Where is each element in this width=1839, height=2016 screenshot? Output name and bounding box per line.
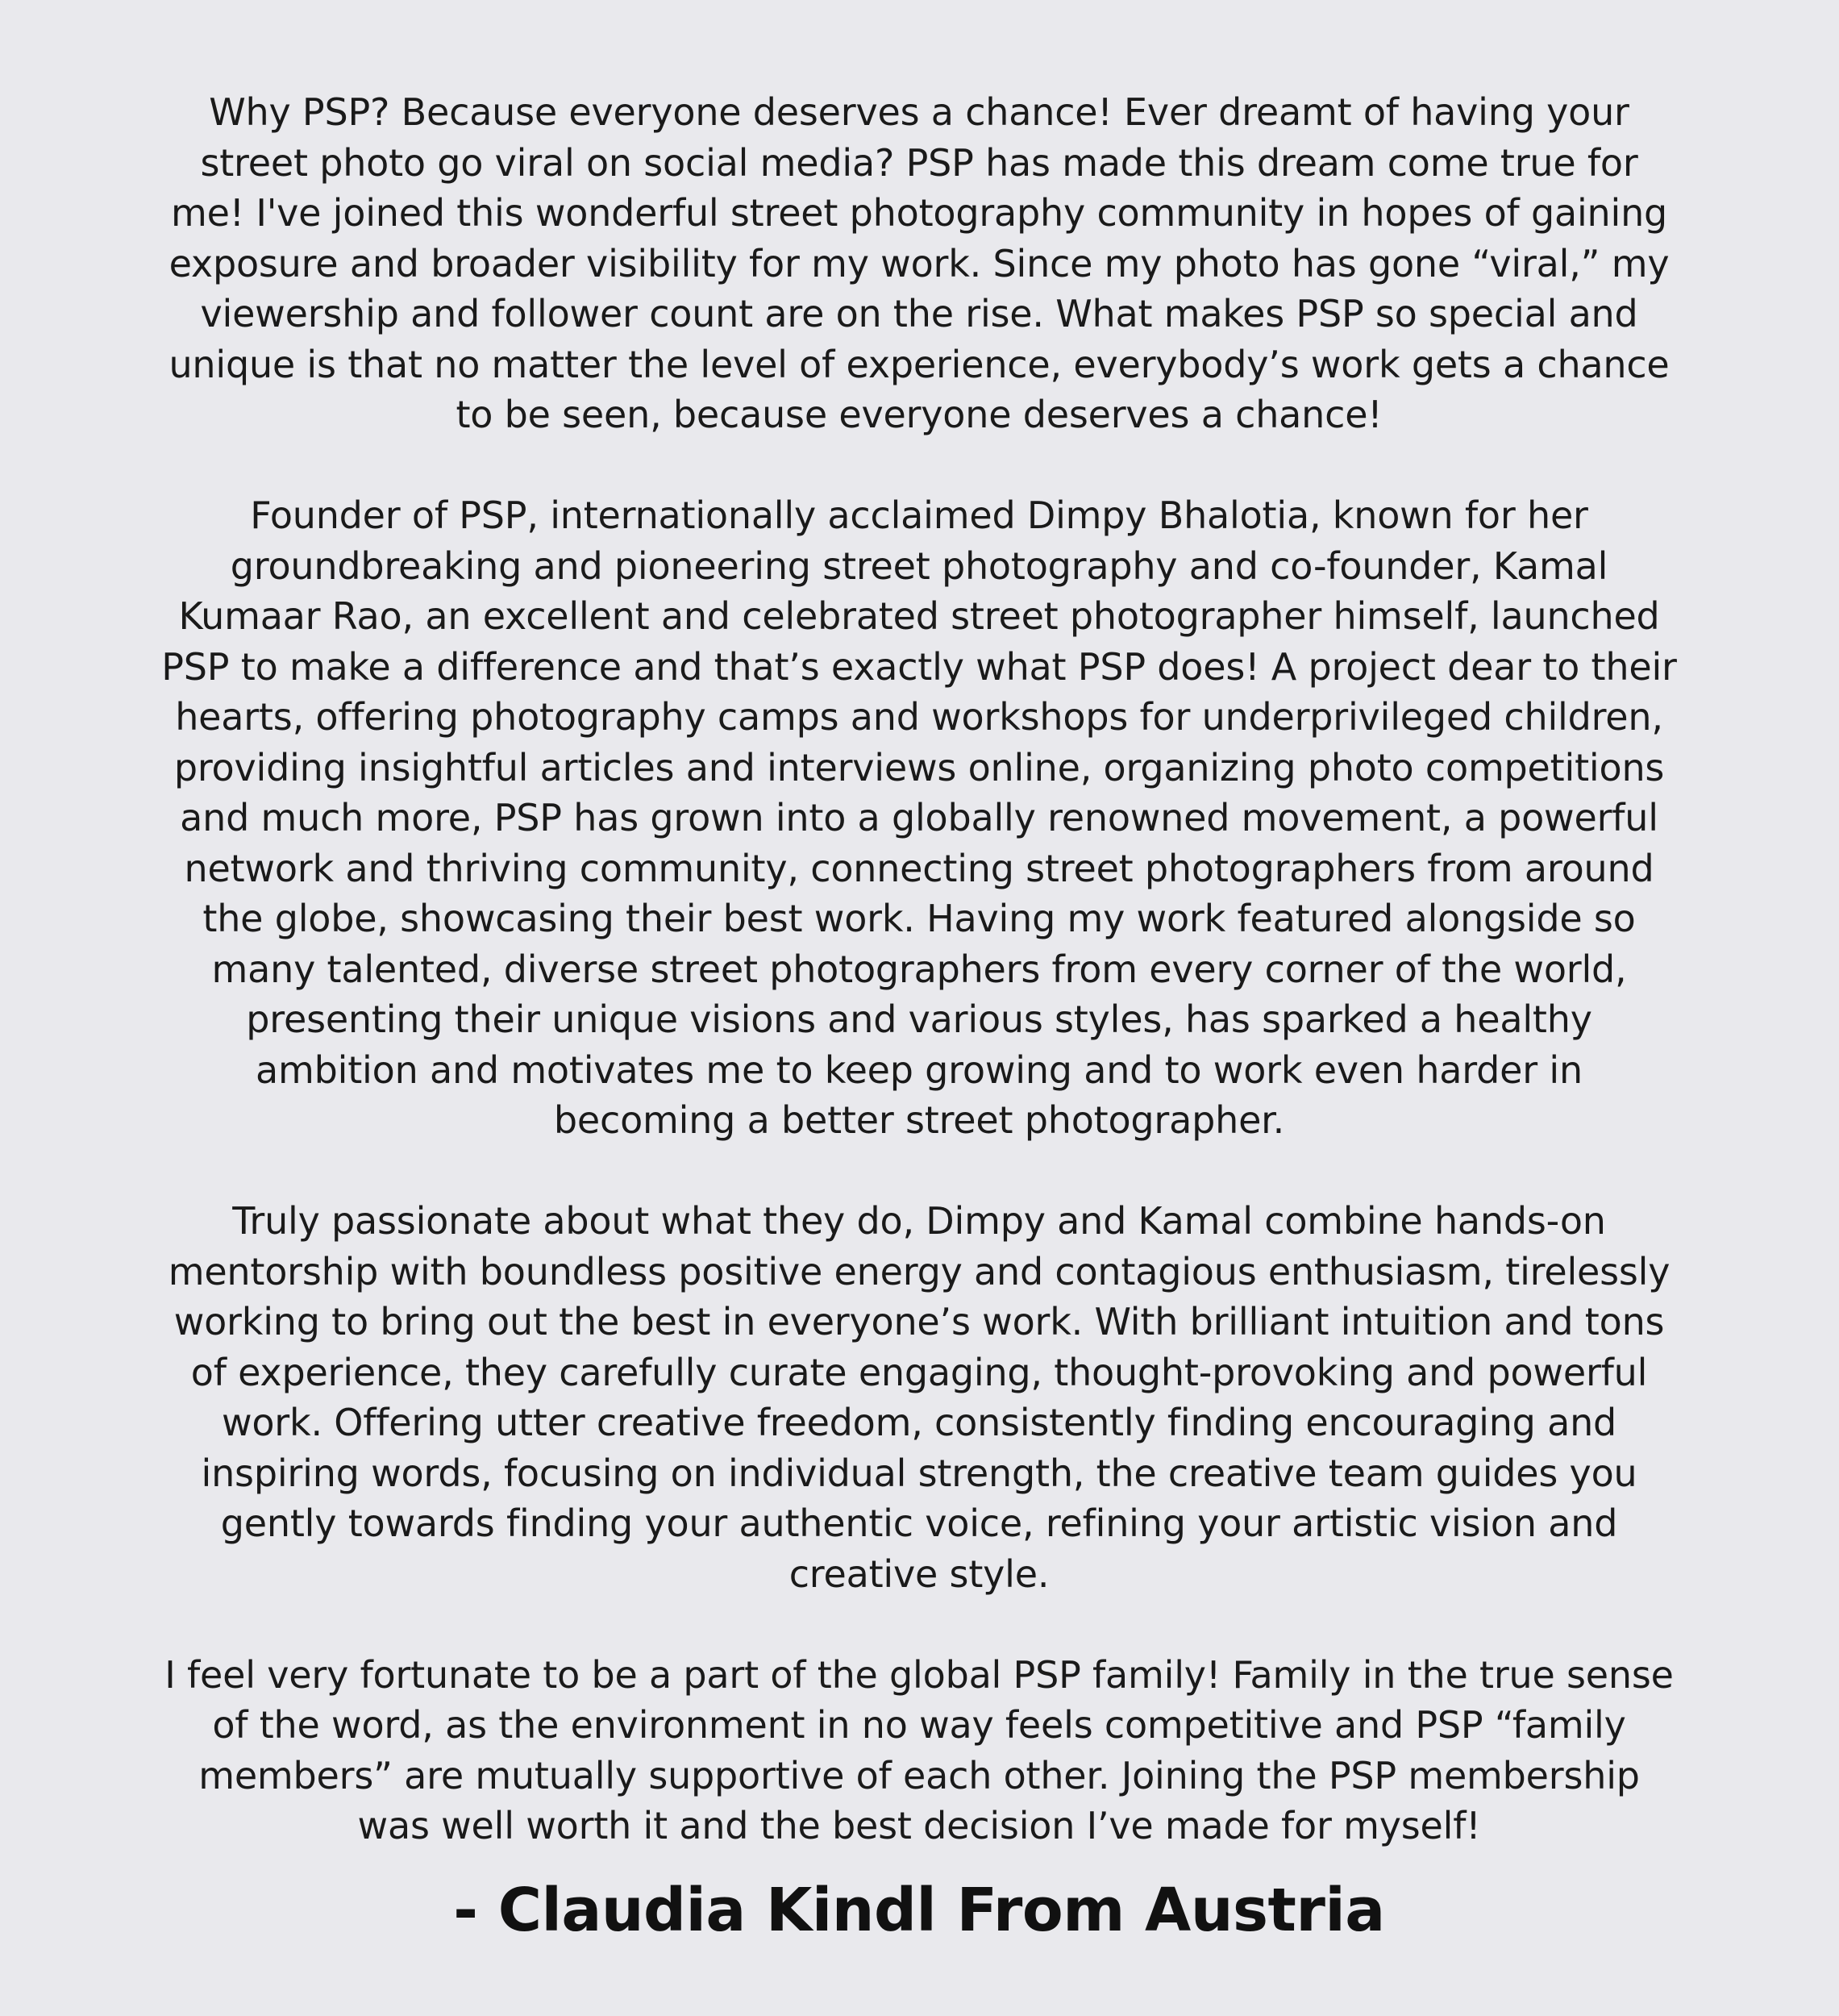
author-signature: - Claudia Kindl From Austria (453, 1875, 1385, 1945)
testimonial-paragraph-3: Truly passionate about what they do, Dimpy and Kamal combine hands-on mentorship with boundless positive energy and contagious enthusiasm, tirelessly working to bring out the best in everyone’s work. With brilliant intuition and tons of experience, they carefully curate engaging, thought-provoking and powerful work. Offering utter creative freedom, consistently finding encouraging and inspiring words, focusing on individual strength, the creative team guides you gently towards finding your authentic voice, refining your artistic vision and creative style. (168, 1199, 1670, 1596)
testimonial-block (161, 87, 1677, 1947)
testimonial-paragraph-2: Founder of PSP, internationally acclaimed Dimpy Bhalotia, known for her groundbreaking and pioneering street photography and co-founder, Kamal Kumaar Rao, an excellent and celebrated street photographer himself, launched PSP to make a difference and that’s exactly what PSP does! A project dear to their hearts, offering photography camps and workshops for underprivileged children, providing insightful articles and interviews online, organizing photo competitions and much more, PSP has grown into a globally renowned movement, a powerful network and thriving community, connecting street photographers from around the globe, showcasing their best work. Having my work featured alongside so many talented, diverse street photographers from every corner of the world, presenting their unique visions and various styles, has sparked a healthy ambition and motivates me to keep growing and to work even harder in becoming a better street photographer. (161, 494, 1677, 1142)
testimonial-paragraph-4: I feel very fortunate to be a part of the global PSP family! Family in the true sense of the word, as the environment in no way feels competitive and PSP “family members” are mutually supportive of each other. Joining the PSP membership was well worth it and the best decision I’ve made for myself! (164, 1652, 1674, 1847)
testimonial-paragraph-1: Why PSP? Because everyone deserves a chance! Ever dreamt of having your street photo go viral on social media? PSP has made this dream come true for me! I've joined this wonderful street photography community in hopes of gaining exposure and broader visibility for my work. Since my photo has gone “viral,” my viewership and follower count are on the rise. What makes PSP so special and unique is that no matter the level of experience, everybody’s work gets a chance to be seen, because everyone deserves a chance! (169, 90, 1670, 436)
